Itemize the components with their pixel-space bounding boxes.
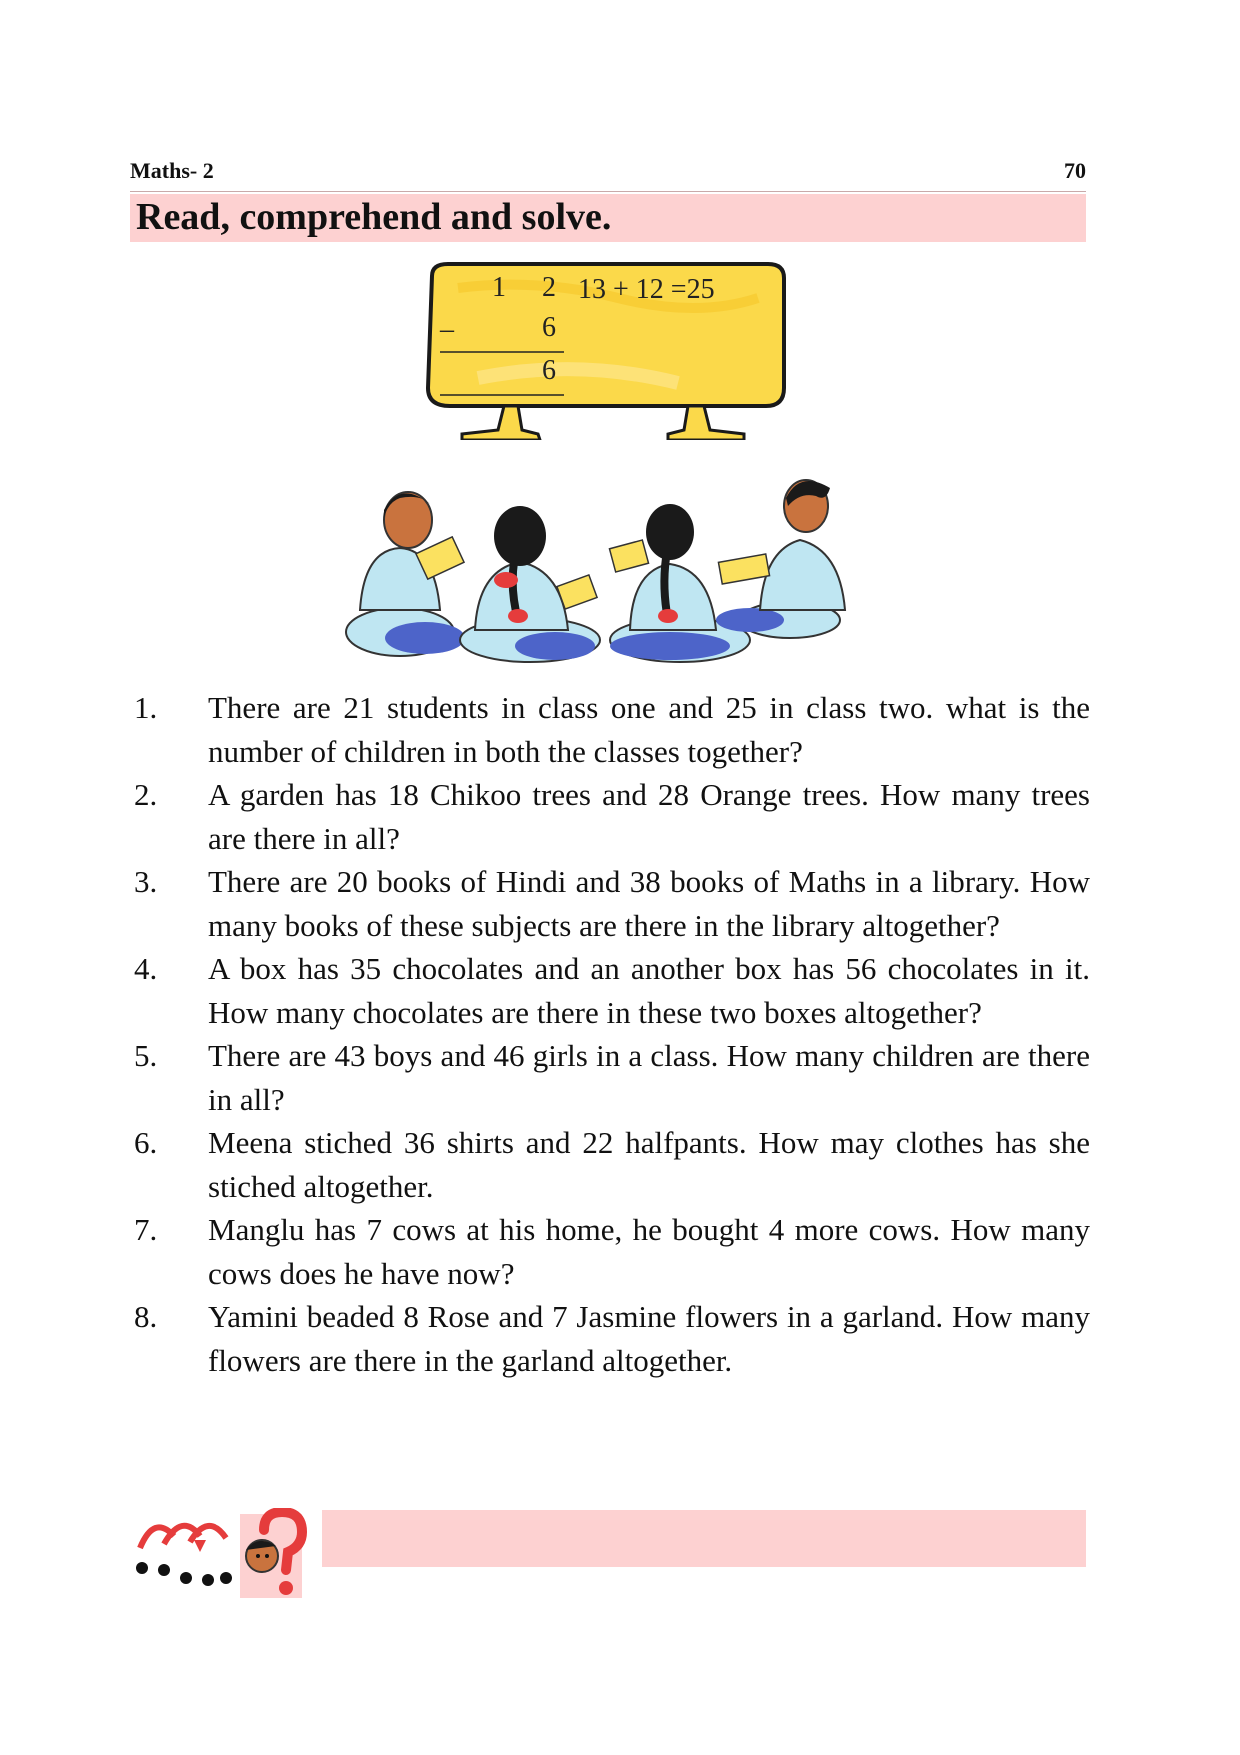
question-text: A box has 35 chocolates and an another box has 56 chocolates in it. How many chocolates are there in these two boxes altogether? bbox=[208, 951, 1090, 1030]
board-digit-tens: 1 bbox=[492, 272, 506, 303]
board-result: 6 bbox=[542, 355, 556, 386]
question-number: 1. bbox=[134, 690, 158, 725]
boy-left-figure bbox=[346, 492, 465, 656]
question-number: 8. bbox=[134, 1299, 158, 1334]
question-item bbox=[130, 686, 1090, 773]
thinking-child-question-icon bbox=[240, 1512, 302, 1598]
question-number: 5. bbox=[134, 1038, 158, 1073]
board-equation: 13 + 12 =25 bbox=[578, 274, 715, 305]
question-text: Manglu has 7 cows at his home, he bought 4 more cows. How many cows does he have now? bbox=[208, 1212, 1090, 1291]
question-number: 4. bbox=[134, 951, 158, 986]
question-list bbox=[130, 686, 1090, 1382]
question-text: There are 20 books of Hindi and 38 books of Maths in a library. How many books of these subjects are there in the library altogether? bbox=[208, 864, 1090, 943]
question-number: 3. bbox=[134, 864, 158, 899]
question-number: 2. bbox=[134, 777, 158, 812]
boy-right-figure bbox=[716, 480, 845, 638]
page-header bbox=[130, 158, 1086, 190]
question-text: There are 43 boys and 46 girls in a class. How many children are there in all? bbox=[208, 1038, 1090, 1117]
section-title-band bbox=[130, 194, 1086, 242]
question-text: There are 21 students in class one and 25 in class two. what is the number of children in both the classes together? bbox=[208, 690, 1090, 769]
question-text: Yamini beaded 8 Rose and 7 Jasmine flowers in a garland. How many flowers are there in the garland altogether. bbox=[208, 1299, 1090, 1378]
board-digit-ones: 2 bbox=[542, 272, 556, 303]
footer-icons bbox=[134, 1508, 324, 1598]
subject-label: Maths- 2 bbox=[130, 158, 214, 183]
board-subtrahend: 6 bbox=[542, 312, 556, 343]
question-item bbox=[130, 1121, 1090, 1208]
question-item bbox=[130, 1295, 1090, 1382]
header-divider bbox=[130, 191, 1086, 192]
question-item bbox=[130, 1034, 1090, 1121]
counting-arrows-icon bbox=[136, 1526, 232, 1586]
girl-one-figure bbox=[460, 506, 600, 662]
page-number: 70 bbox=[1064, 158, 1086, 183]
question-text: A garden has 18 Chikoo trees and 28 Orange trees. How many trees are there in all? bbox=[208, 777, 1090, 856]
children-illustration bbox=[340, 470, 900, 670]
footer-band bbox=[322, 1510, 1086, 1567]
question-item bbox=[130, 1208, 1090, 1295]
question-item bbox=[130, 773, 1090, 860]
question-text: Meena stiched 36 shirts and 22 halfpants. How may clothes has she stiched altogether. bbox=[208, 1125, 1090, 1204]
question-number: 6. bbox=[134, 1125, 158, 1160]
section-title: Read, comprehend and solve. bbox=[136, 196, 612, 238]
board-illustration bbox=[418, 258, 788, 440]
board-minus-sign: – bbox=[440, 314, 454, 345]
question-number: 7. bbox=[134, 1212, 158, 1247]
question-item bbox=[130, 947, 1090, 1034]
question-item bbox=[130, 860, 1090, 947]
